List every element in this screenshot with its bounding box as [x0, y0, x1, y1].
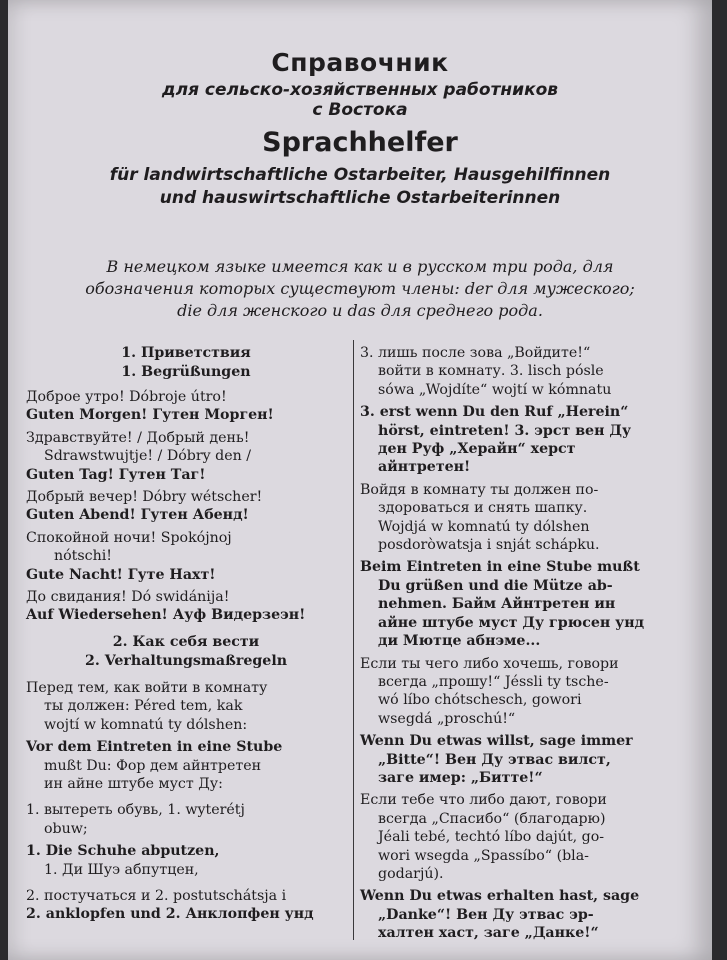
- text-line: sówa „Wojdíte“ wojtí w kómnatu: [378, 381, 612, 398]
- greeting-ru: Доброе утро! Dóbroje útro!: [26, 389, 227, 405]
- text-line: айне штубе муст Ду грюсен унд: [378, 614, 645, 631]
- text-line: 3. лишь после зова „Войдите!“: [360, 345, 591, 361]
- right-column: [360, 344, 682, 947]
- russian-subtitle-line: с Востока: [312, 100, 408, 120]
- text-line: здороваться и снять шапку.: [378, 500, 588, 517]
- text-line: wsegdá „proschú!“: [378, 710, 516, 727]
- text-line: Wojdjá w komnatú ty dólshen: [378, 518, 590, 535]
- section-heading-ru: 2. Как себя вести: [112, 633, 260, 650]
- text-line: войти в комнату. 3. lisch pósle: [378, 363, 604, 380]
- text-line: всегда „Спасибо“ (благодарю): [378, 810, 606, 827]
- section-heading-behaviour: [26, 633, 346, 671]
- greeting-ru: Спокойной ночи! Spokójnoj: [26, 529, 232, 546]
- greeting-ru-translit: nótschi!: [54, 548, 112, 565]
- text-line: 3. erst wenn Du den Ruf „Herein“: [360, 404, 629, 421]
- greeting-entry: [26, 588, 346, 625]
- paragraph-ru: [360, 481, 682, 555]
- intro-line: die для женского и das для среднего рода.: [177, 301, 543, 320]
- text-line: Vor dem Eintreten in eine Stube: [26, 739, 283, 756]
- paragraph-de: [360, 732, 682, 787]
- rule-de: 1. Die Schuhe abputzen,: [26, 843, 220, 860]
- text-line: „Danke“! Вен Ду этвас эр-: [378, 906, 594, 923]
- section-heading-de: 2. Verhaltungsmaßregeln: [84, 652, 288, 669]
- intro-line: В немецком языке имеется как и в русском три рода, для: [106, 257, 614, 276]
- russian-title: Справочник: [271, 48, 449, 77]
- rules-intro-de: [26, 738, 346, 793]
- text-line: nehmen. Байм Айнтретен ин: [378, 596, 616, 613]
- rule-ru: 1. вытереть обувь, 1. wyterétj: [26, 802, 245, 819]
- russian-subtitle-line: для сельско-хозяйственных работников: [161, 80, 559, 100]
- text-line: Войдя в комнату ты должен по-: [360, 481, 599, 498]
- column-divider: [353, 340, 354, 940]
- paragraph-de: [360, 558, 682, 650]
- paragraph-ru: [360, 655, 682, 729]
- text-line: айнтретен!: [378, 459, 471, 476]
- rule-de: 2. anklopfen und 2. Анклопфен унд: [26, 906, 314, 923]
- german-title: Sprachhelfer: [262, 127, 458, 158]
- paragraph-de: [360, 887, 682, 942]
- greeting-entry: [26, 529, 346, 584]
- text-line: Wenn Du etwas erhalten hast, sage: [360, 888, 640, 905]
- text-line: wori wsegda „Spassíbo“ (bla-: [378, 847, 589, 864]
- text-line: Jéali tebé, techtó líbo dajút, go-: [378, 829, 605, 846]
- german-subtitle: [8, 164, 712, 210]
- greeting-entry: [26, 388, 346, 425]
- section-heading-de: 1. Begrüßungen: [121, 364, 251, 380]
- text-line: Если тебе что либо дают, говори: [360, 792, 607, 809]
- greeting-de: Gute Nacht! Гуте Нахт!: [26, 566, 216, 583]
- rule-ru: 2. постучаться и 2. postutschátsja i: [26, 887, 287, 904]
- text-line: mußt Du: Фор дем айнтретен: [44, 757, 262, 774]
- german-subtitle-line: für landwirtschaftliche Ostarbeiter, Hausgehilfinnen: [109, 165, 611, 185]
- intro-paragraph: [30, 256, 690, 322]
- text-line: ин айне штубе муст Ду:: [44, 775, 223, 792]
- rule-ru-cont: obuw;: [44, 820, 88, 837]
- text-line: Перед тем, как войти в комнату: [26, 679, 268, 696]
- greeting-de: Auf Wiedersehen! Ауф Видерзеэн!: [26, 607, 306, 624]
- text-line: всегда „прошу!“ Jéssli ty tsche-: [378, 673, 609, 690]
- header: [8, 48, 712, 210]
- document-page: [8, 0, 712, 960]
- greeting-ru: Добрый вечер! Dóbry wétscher!: [26, 489, 263, 506]
- greeting-ru-translit: Sdrawstwujtje! / Dóbry den /: [44, 448, 252, 465]
- text-line: „Bitte“! Вен Ду этвас вилст,: [378, 751, 611, 768]
- text-line: wojtí w komnatú ty dólshen:: [44, 716, 248, 733]
- greeting-entry: [26, 488, 346, 525]
- paragraph-de: [360, 403, 682, 477]
- text-line: godarjú).: [378, 865, 444, 882]
- rule-de-cont: 1. Ди Шуэ абпутцен,: [44, 861, 199, 878]
- text-line: ты должен: Péred tem, kak: [44, 698, 243, 715]
- greeting-de: Guten Morgen! Гутен Морген!: [26, 407, 274, 424]
- text-line: Beim Eintreten in eine Stube mußt: [360, 559, 640, 576]
- greeting-entry: [26, 429, 346, 484]
- german-subtitle-line: und hauswirtschaftliche Ostarbeiterinnen: [159, 188, 561, 208]
- text-line: ден Руф „Херайн“ херст: [378, 441, 576, 458]
- rules-intro-ru: [26, 679, 346, 734]
- rule-item: [26, 842, 346, 879]
- russian-subtitle: [8, 80, 712, 120]
- greeting-de: Guten Tag! Гутен Таг!: [26, 466, 206, 483]
- rule-item: [26, 887, 346, 924]
- rule-item: [26, 801, 346, 838]
- text-line: wó líbo chótschesch, gowori: [378, 692, 582, 709]
- text-line: заге имер: „Битте!“: [378, 769, 543, 786]
- paragraph-ru: [360, 344, 682, 399]
- paragraph-ru: [360, 791, 682, 883]
- section-heading-ru: 1. Приветствия: [121, 345, 251, 361]
- section-heading-greetings: [26, 344, 346, 382]
- text-line: hörst, eintreten! 3. эрст вен Ду: [378, 422, 632, 439]
- text-line: posdoròwatsja i snját schápku.: [378, 537, 600, 554]
- text-line: халтен хаст, заге „Данке!“: [378, 925, 599, 942]
- greeting-ru: До свидания! Dó swidánija!: [26, 589, 230, 606]
- intro-line: обозначения которых существуют члены: der для мужеского;: [85, 279, 635, 298]
- greeting-ru: Здравствуйте! / Добрый день!: [26, 429, 250, 446]
- text-line: Wenn Du etwas willst, sage immer: [360, 733, 633, 750]
- text-line: Если ты чего либо хочешь, говори: [360, 655, 619, 672]
- left-column: [26, 344, 346, 928]
- greeting-de: Guten Abend! Гутен Абенд!: [26, 507, 249, 524]
- text-line: ди Мютце абнэме...: [378, 633, 541, 650]
- text-line: Du grüßen und die Mütze ab-: [378, 577, 613, 594]
